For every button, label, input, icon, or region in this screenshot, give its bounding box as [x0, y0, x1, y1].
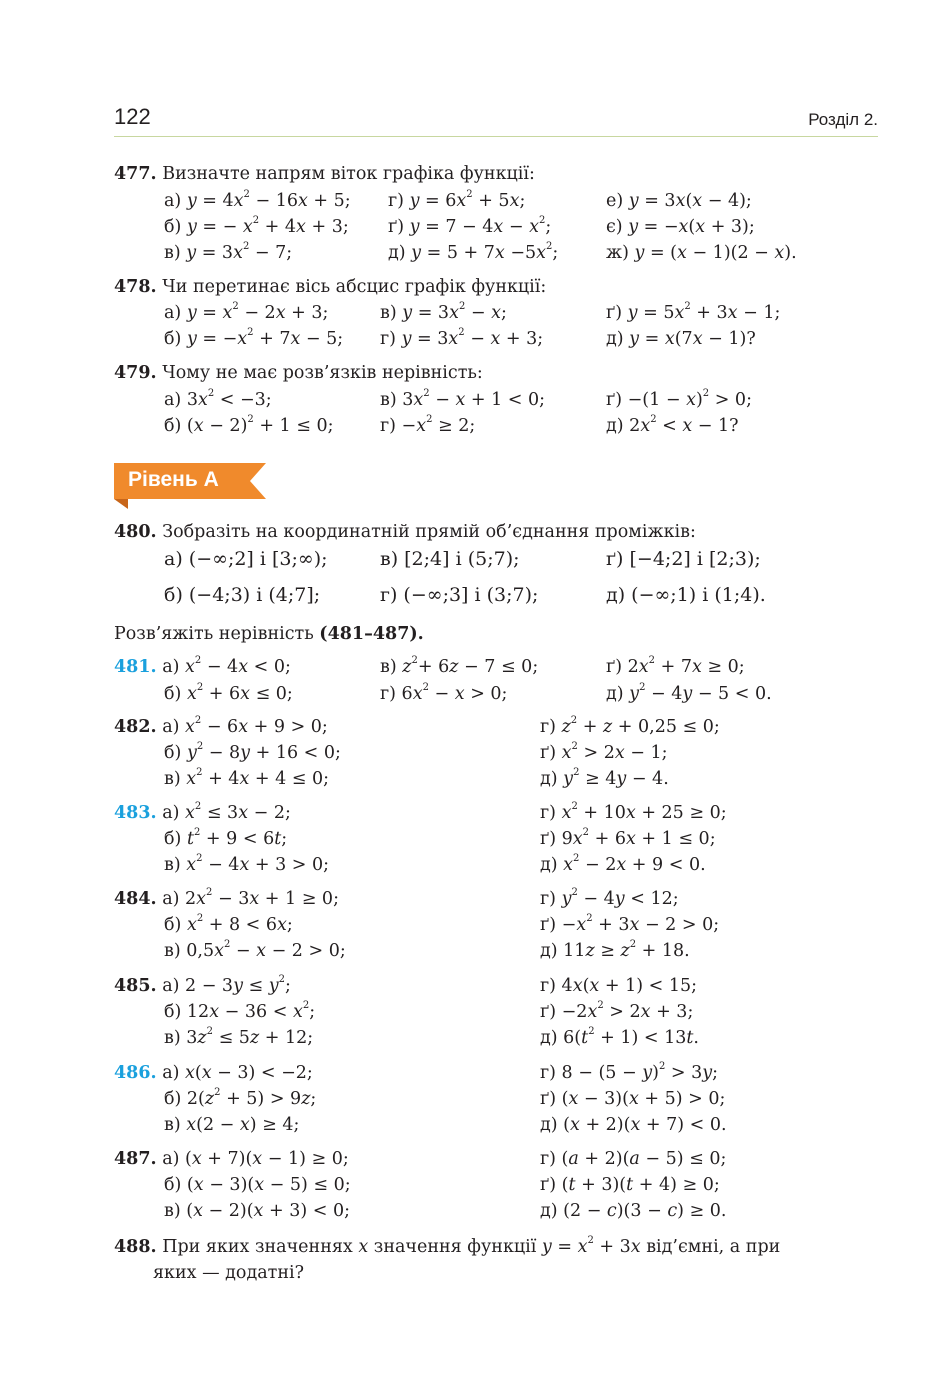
problem-482-item-b: б) $y^2 - 8y + 16 < 0$; [164, 741, 341, 763]
problem-text: Чому не має розв’язків нерівність: [162, 363, 483, 383]
problem-485-item-v: в) $3z^2 \le 5z + 12$; [164, 1026, 314, 1048]
level-banner [114, 463, 266, 501]
problem-481-item-b: б) $x^2 + 6x \le 0$; [164, 682, 293, 704]
problem-481-item-g: г) $6x^2 - x > 0$; [380, 682, 508, 704]
problem-number: 478. [114, 277, 157, 297]
problem-477-item-d: д) $y = 5 + 7x -5x^2$; [388, 241, 559, 263]
problem-486-item-g2: ґ) (x − 3)(x + 5) > 0; [540, 1089, 726, 1109]
header-rule [114, 136, 878, 137]
problem-477-item-zh: ж) y = (x − 1)(2 − x). [606, 243, 797, 263]
problem-485-item-g2: $ґ) -2x^2 > 2x + 3$; [540, 1000, 694, 1022]
problem-479-item-b: б) $(x - 2)^2 + 1 \le 0$; [164, 414, 334, 436]
problem-number: 483. [114, 803, 157, 823]
problem-478-item-g2: ґ) $y = 5x^2 + 3x - 1$; [606, 301, 781, 323]
problem-483-item-g: г) $x^2 + 10x + 25 \ge 0$; [540, 801, 727, 823]
problem-483-item-v: в) $x^2 - 4x + 3 > 0$; [164, 853, 330, 875]
problem-485-item-b: б) $12x - 36 < x^2$; [164, 1000, 316, 1022]
problem-479-item-d: д) $2x^2 < x - 1$? [606, 414, 739, 436]
problem-480-item-d: д) (−∞;1) і (1;4). [606, 584, 766, 606]
problem-480-item-b: б) (−4;3) і (4;7]; [164, 584, 321, 606]
problem-486-item-g: г) $8 - (5 - y)^2 > 3y$; [540, 1061, 719, 1083]
problem-number: 487. [114, 1149, 157, 1169]
problem-487-item-d: д) (2 − c)(3 − c) ≥ 0. [540, 1201, 727, 1221]
problem-487-item-b: б) (x − 3)(x − 5) ≤ 0; [164, 1175, 351, 1195]
problem-number: 482. [114, 717, 157, 737]
problem-477-item-g2: ґ) $y = 7 - 4x - x^2$; [388, 215, 552, 237]
problem-text: Чи перетинає вісь абсцис графік функції: [162, 277, 547, 297]
problem-477-question [114, 163, 535, 185]
problem-487-item-g: г) (a + 2)(a − 5) ≤ 0; [540, 1149, 727, 1169]
problem-477-item-e: е) y = 3x(x − 4); [606, 191, 752, 211]
problem-487-item-v: в) (x − 2)(x + 3) < 0; [164, 1201, 350, 1221]
problem-484-item-v: в) $0,5x^2 - x - 2 > 0$; [164, 939, 346, 961]
problem-483-row-1: 483. а) $x^2 \le 3x - 2$; [114, 801, 291, 823]
problem-number: 486. [114, 1063, 157, 1083]
problem-484-item-d: д) $11z \ge z^2 + 18$. [540, 939, 690, 961]
problem-478-question [114, 276, 546, 298]
problem-486-item-d: д) (x + 2)(x + 7) < 0. [540, 1115, 727, 1135]
problem-478-item-b: б) $y = -x^2 + 7x - 5$; [164, 327, 344, 349]
problem-480-item-g: г) (−∞;3] і (3;7); [380, 584, 539, 606]
problem-486-item-b: б) $2(z^2 + 5) > 9z$; [164, 1087, 317, 1109]
problem-number: 480. [114, 522, 157, 542]
section-label: Розділ 2. [808, 110, 878, 129]
problem-477-item-b: б) y = − $x^2 + 4x + 3$; [164, 215, 349, 237]
problem-479-question [114, 362, 483, 384]
problem-477-item-v: в) $y = 3x^2 - 7$; [164, 241, 293, 263]
problem-number: 484. [114, 889, 157, 909]
problem-484-item-g: г) $y^2 - 4y < 12$; [540, 887, 679, 909]
problem-text: Зобразіть на координатній прямій об’єднання проміжків: [162, 522, 696, 542]
problem-484-item-g2: $ґ) -x^2 + 3x - 2 > 0$; [540, 913, 720, 935]
problem-484-row-1: 484. а) $2x^2 - 3x + 1 \ge 0$; [114, 887, 339, 909]
problem-479-item-a: а) $3x^2 < -3$; [164, 388, 272, 410]
problem-486-item-v: в) x(2 − x) ≥ 4; [164, 1115, 300, 1135]
problem-477-item-a: а) $y = 4x^2 - 16x + 5$; [164, 189, 351, 211]
problem-478-item-g: г) $y = 3x^2 - x + 3$; [380, 327, 544, 349]
problem-480-item-g2: ґ) [−4;2] і [2;3); [606, 548, 761, 570]
problem-480-item-a: а) (−∞;2] і [3;∞); [164, 548, 328, 570]
problem-477-item-ye: є) y = −x(x + 3); [606, 217, 755, 237]
problem-481-item-d: д) $y^2 - 4y - 5 < 0$. [606, 682, 772, 704]
problem-number: 481. [114, 657, 157, 677]
problem-485-item-d: д) $6(t^2 + 1) < 13t$. [540, 1026, 699, 1048]
problem-485-item-g: г) 4x(x + 1) < 15; [540, 976, 697, 996]
problem-482-item-d: д) $y^2 \ge 4y - 4$. [540, 767, 669, 789]
problem-number: 485. [114, 976, 157, 996]
problem-487-row-1: 487. а) (x + 7)(x − 1) ≥ 0; [114, 1149, 349, 1169]
problem-483-item-g2: ґ) $9x^2 + 6x + 1 \le 0$; [540, 827, 716, 849]
problem-483-item-d: д) $x^2 - 2x + 9 < 0$. [540, 853, 706, 875]
problem-478-item-a: а) $y = x^2 - 2x + 3$; [164, 301, 329, 323]
problem-text-part: від’ємні, а при [640, 1237, 781, 1257]
problem-484-item-b: б) $x^2 + 8 < 6x$; [164, 913, 293, 935]
problem-478-item-v: в) $y = 3x^2 - x$; [380, 301, 507, 323]
problem-text-part: яких — додатні? [153, 1263, 304, 1283]
problem-479-item-g: $г) -x^2 \ge 2$; [380, 414, 476, 436]
intro-481-487 [114, 623, 424, 645]
problem-479-item-v: в) $3x^2 - x + 1 < 0$; [380, 388, 546, 410]
intro-text: Розв’яжіть нерівність [114, 624, 320, 644]
problem-481-item-v: в) $z^2+ 6z - 7 \le 0$; [380, 655, 539, 677]
problem-487-item-g2: ґ) (t + 3)(t + 4) ≥ 0; [540, 1175, 720, 1195]
problem-text-part: значення функції [368, 1237, 542, 1257]
problem-486-row-1: 486. а) x(x − 3) < −2; [114, 1063, 313, 1083]
problem-481-row-1: 481. а) $x^2 - 4x < 0$; [114, 655, 291, 677]
level-label: Рівень А [128, 468, 219, 491]
problem-482-item-g2: ґ) $x^2 > 2x - 1$; [540, 741, 668, 763]
problem-477-item-g: г) $y = 6x^2 + 5x$; [388, 189, 526, 211]
problem-479-item-g2: $ґ) -(1 - x)^2 > 0$; [606, 388, 752, 410]
page-number: 122 [114, 104, 151, 129]
problem-482-row-1: 482. а) $x^2 - 6x + 9 > 0$; [114, 715, 328, 737]
problem-text: Визначте напрям віток графіка функції: [162, 164, 535, 184]
problem-478-item-d: д) y = x(7x − 1)? [606, 329, 756, 349]
problem-485-row-1: 485. а) $2 - 3y \le y^2$; [114, 974, 291, 996]
problem-number: 477. [114, 164, 157, 184]
problem-483-item-b: б) $t^2 + 9 < 6t$; [164, 827, 288, 849]
problem-480-item-v: в) [2;4] і (5;7); [380, 548, 520, 570]
problem-482-item-g: г) $z^2 + z + 0,25 \le 0$; [540, 715, 720, 737]
problem-488-question: 488. При яких значеннях x значення функції $y = x^2 + 3x$ від’ємні, а при [114, 1235, 781, 1257]
problem-488-question-cont [153, 1262, 304, 1284]
intro-range: (481–487). [319, 624, 424, 644]
problem-482-item-v: в) $x^2 + 4x + 4 \le 0$; [164, 767, 330, 789]
problem-number: 488. [114, 1237, 157, 1257]
problem-480-question [114, 521, 696, 543]
problem-number: 479. [114, 363, 157, 383]
problem-text-part: При яких значеннях [162, 1237, 359, 1257]
problem-481-item-g2: ґ) $2x^2 + 7x \ge 0$; [606, 655, 745, 677]
